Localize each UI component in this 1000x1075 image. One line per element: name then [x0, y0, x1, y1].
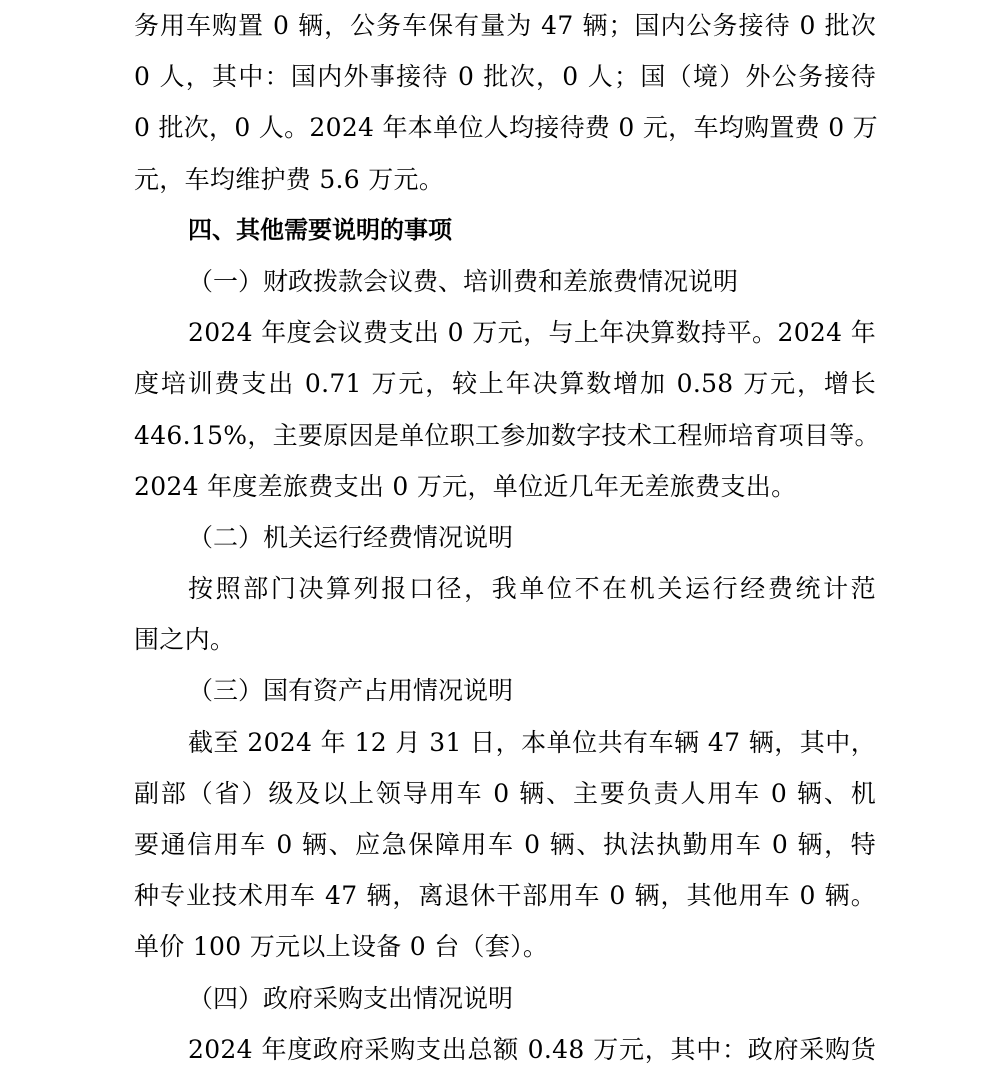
text-line: 0 人，其中：国内外事接待 0 批次，0 人；国（境）外公务接待	[134, 62, 876, 92]
section-heading-other-matters: 四、其他需要说明的事项	[188, 215, 452, 244]
text-line: 446.15%，主要原因是单位职工参加数字技术工程师培育项目等。	[134, 420, 880, 450]
paragraph-vehicle-reception	[134, 0, 876, 205]
text-line: 种专业技术用车 47 辆，离退休干部用车 0 辆，其他用车 0 辆。	[134, 881, 876, 911]
text-line: 2024 年度政府采购支出总额 0.48 万元，其中：政府采购货	[188, 1034, 876, 1064]
subsection-heading-meeting-training-travel: （一）财政拨款会议费、培训费和差旅费情况说明	[188, 266, 739, 296]
text-line: 0 批次，0 人。2024 年本单位人均接待费 0 元，车均购置费 0 万	[134, 113, 878, 143]
subsection-heading-state-assets: （三）国有资产占用情况说明	[188, 676, 514, 706]
document-page	[134, 0, 880, 1075]
paragraph-state-assets	[134, 717, 876, 973]
subsection-heading-government-procurement: （四）政府采购支出情况说明	[188, 983, 514, 1013]
text-line: 单价 100 万元以上设备 0 台（套）。	[134, 932, 549, 962]
paragraph-government-procurement	[134, 1024, 876, 1075]
text-line: 元，车均维护费 5.6 万元。	[134, 164, 445, 194]
text-line: 副部（省）级及以上领导用车 0 辆、主要负责人用车 0 辆、机	[134, 778, 876, 808]
text-line: 度培训费支出 0.71 万元，较上年决算数增加 0.58 万元，增长	[134, 369, 876, 399]
text-line: 截至 2024 年 12 月 31 日，本单位共有车辆 47 辆，其中，	[188, 727, 876, 757]
text-line: 2024 年度会议费支出 0 万元，与上年决算数持平。2024 年	[188, 318, 876, 348]
paragraph-meeting-training-travel	[134, 307, 880, 512]
text-line: 围之内。	[134, 625, 236, 655]
text-line: 要通信用车 0 辆、应急保障用车 0 辆、执法执勤用车 0 辆，特	[134, 830, 876, 859]
text-line: 按照部门决算列报口径，我单位不在机关运行经费统计范	[188, 574, 876, 604]
paragraph-operating-expenses	[134, 563, 876, 665]
text-line: 2024 年度差旅费支出 0 万元，单位近几年无差旅费支出。	[134, 471, 797, 501]
subsection-heading-operating-expenses: （二）机关运行经费情况说明	[188, 522, 514, 552]
text-line: 务用车购置 0 辆，公务车保有量为 47 辆；国内公务接待 0 批次	[134, 11, 876, 40]
